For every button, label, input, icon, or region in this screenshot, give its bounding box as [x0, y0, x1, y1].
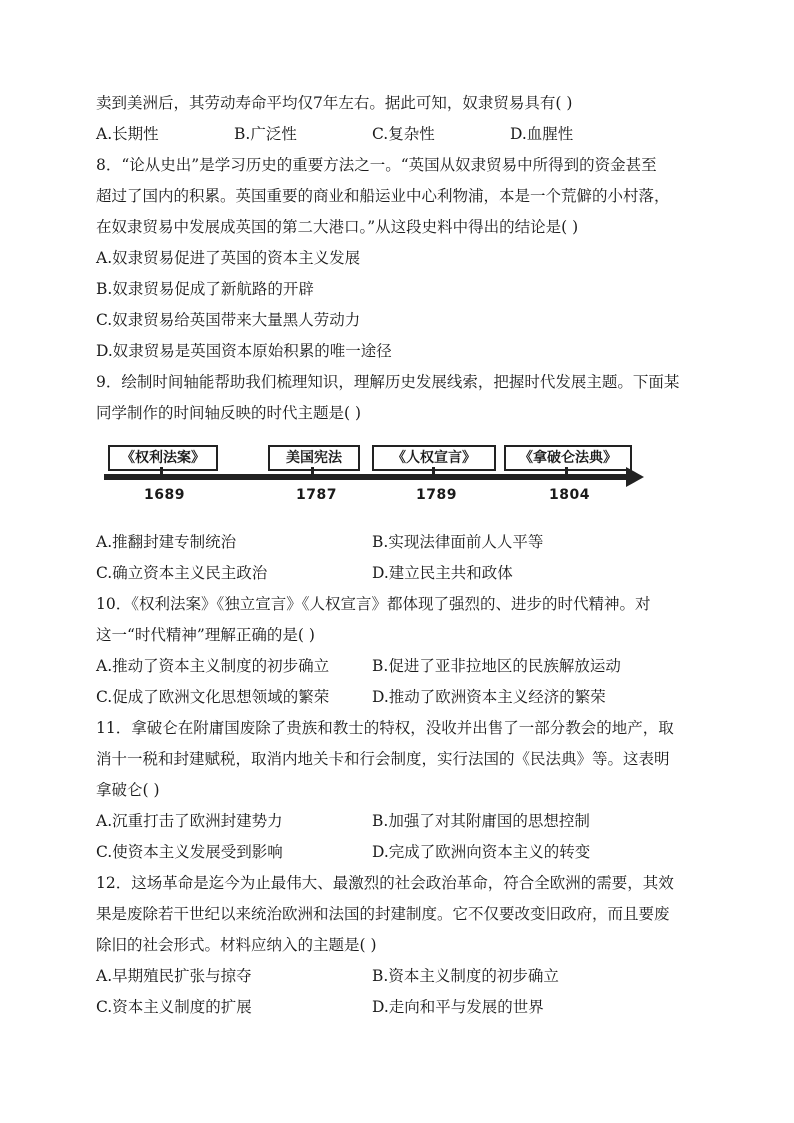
q10-stem-line-2: 这一“时代精神”理解正确的是( ) — [96, 626, 315, 644]
q12-option-d[interactable]: D.走向和平与发展的世界 — [372, 998, 544, 1016]
q10-options-row-2 — [96, 682, 706, 713]
q9-option-d[interactable]: D.建立民主共和政体 — [372, 564, 513, 582]
q8-option-b[interactable]: B.奴隶贸易促成了新航路的开辟 — [96, 280, 314, 298]
q10-option-d[interactable]: D.推动了欧洲资本主义经济的繁荣 — [372, 688, 606, 706]
q11-option-a[interactable]: A.沉重打击了欧洲封建势力 — [96, 812, 283, 830]
timeline-figure — [96, 435, 706, 523]
q7-option-b[interactable]: B.广泛性 — [234, 125, 297, 143]
timeline-event-label: 《权利法案》 — [108, 445, 218, 471]
q10-option-b[interactable]: B.促进了亚非拉地区的民族解放运动 — [372, 657, 621, 675]
q9-stem-line-1: 9．绘制时间轴能帮助我们梳理知识，理解历史发展线索，把握时代发展主题。下面某 — [96, 373, 680, 391]
q11-stem-line-2: 消十一税和封建赋税，取消内地关卡和行会制度，实行法国的《民法典》等。这表明 — [96, 750, 670, 768]
q8-stem-line-1: 8．“论从史出”是学习历史的重要方法之一。“英国从奴隶贸易中所得到的资金甚至 — [96, 156, 657, 174]
q11-option-b[interactable]: B.加强了对其附庸国的思想控制 — [372, 812, 590, 830]
q8-stem-line-2: 超过了国内的积累。英国重要的商业和船运业中心利物浦，本是一个荒僻的小村落， — [96, 187, 670, 205]
q9-options-row-1 — [96, 527, 706, 558]
timeline-axis — [104, 474, 632, 480]
q11-stem-line-3: 拿破仑( ) — [96, 781, 160, 799]
timeline-year: 1787 — [296, 487, 337, 503]
q8-option-d[interactable]: D.奴隶贸易是英国资本原始积累的唯一途径 — [96, 342, 392, 360]
timeline-year: 1789 — [416, 487, 457, 503]
q12-options-row-1 — [96, 961, 706, 992]
timeline-event-label: 《人权宣言》 — [372, 445, 496, 471]
q9-option-c[interactable]: C.确立资本主义民主政治 — [96, 564, 268, 582]
timeline-event-label: 《拿破仑法典》 — [504, 445, 632, 471]
q11-options-row-2 — [96, 837, 706, 868]
arrow-right-icon — [626, 467, 644, 487]
q10-option-c[interactable]: C.促成了欧洲文化思想领域的繁荣 — [96, 688, 330, 706]
q7-options — [96, 119, 706, 150]
q9-option-b[interactable]: B.实现法律面前人人平等 — [372, 533, 544, 551]
q8-option-c[interactable]: C.奴隶贸易给英国带来大量黑人劳动力 — [96, 311, 361, 329]
q8-option-a[interactable]: A.奴隶贸易促进了英国的资本主义发展 — [96, 249, 361, 267]
q9-stem-line-2: 同学制作的时间轴反映的时代主题是( ) — [96, 404, 362, 422]
q7-stem-line: 卖到美洲后，其劳动寿命平均仅7年左右。据此可知，奴隶贸易具有( ) — [96, 94, 573, 112]
question-content — [96, 88, 706, 1023]
q10-option-a[interactable]: A.推动了资本主义制度的初步确立 — [96, 657, 330, 675]
q12-stem-line-1: 12．这场革命是迄今为止最伟大、最激烈的社会政治革命，符合全欧洲的需要，其效 — [96, 874, 674, 892]
q8-stem-line-3: 在奴隶贸易中发展成英国的第二大港口。”从这段史料中得出的结论是( ) — [96, 218, 579, 236]
q12-option-c[interactable]: C.资本主义制度的扩展 — [96, 998, 252, 1016]
q12-stem-line-3: 除旧的社会形式。材料应纳入的主题是( ) — [96, 936, 377, 954]
timeline-year: 1689 — [144, 487, 185, 503]
q11-option-d[interactable]: D.完成了欧洲向资本主义的转变 — [372, 843, 591, 861]
q11-stem-line-1: 11．拿破仑在附庸国废除了贵族和教士的特权，没收并出售了一部分教会的地产，取 — [96, 719, 674, 737]
q12-option-b[interactable]: B.资本主义制度的初步确立 — [372, 967, 559, 985]
q10-stem-line-1: 10．《权利法案》《独立宣言》《人权宣言》都体现了强烈的、进步的时代精神。对 — [96, 595, 651, 613]
q12-stem-line-2: 果是废除若干世纪以来统治欧洲和法国的封建制度。它不仅要改变旧政府，而且要废 — [96, 905, 670, 923]
q11-option-c[interactable]: C.使资本主义发展受到影响 — [96, 843, 283, 861]
q9-option-a[interactable]: A.推翻封建专制统治 — [96, 533, 237, 551]
q7-option-d[interactable]: D.血腥性 — [510, 125, 574, 143]
timeline-event-label: 美国宪法 — [268, 445, 360, 471]
q11-options-row-1 — [96, 806, 706, 837]
q7-option-c[interactable]: C.复杂性 — [372, 125, 435, 143]
q12-option-a[interactable]: A.早期殖民扩张与掠夺 — [96, 967, 252, 985]
q12-options-row-2 — [96, 992, 706, 1023]
q7-option-a[interactable]: A.长期性 — [96, 125, 159, 143]
q9-options-row-2 — [96, 558, 706, 589]
q10-options-row-1 — [96, 651, 706, 682]
timeline-year: 1804 — [549, 487, 590, 503]
